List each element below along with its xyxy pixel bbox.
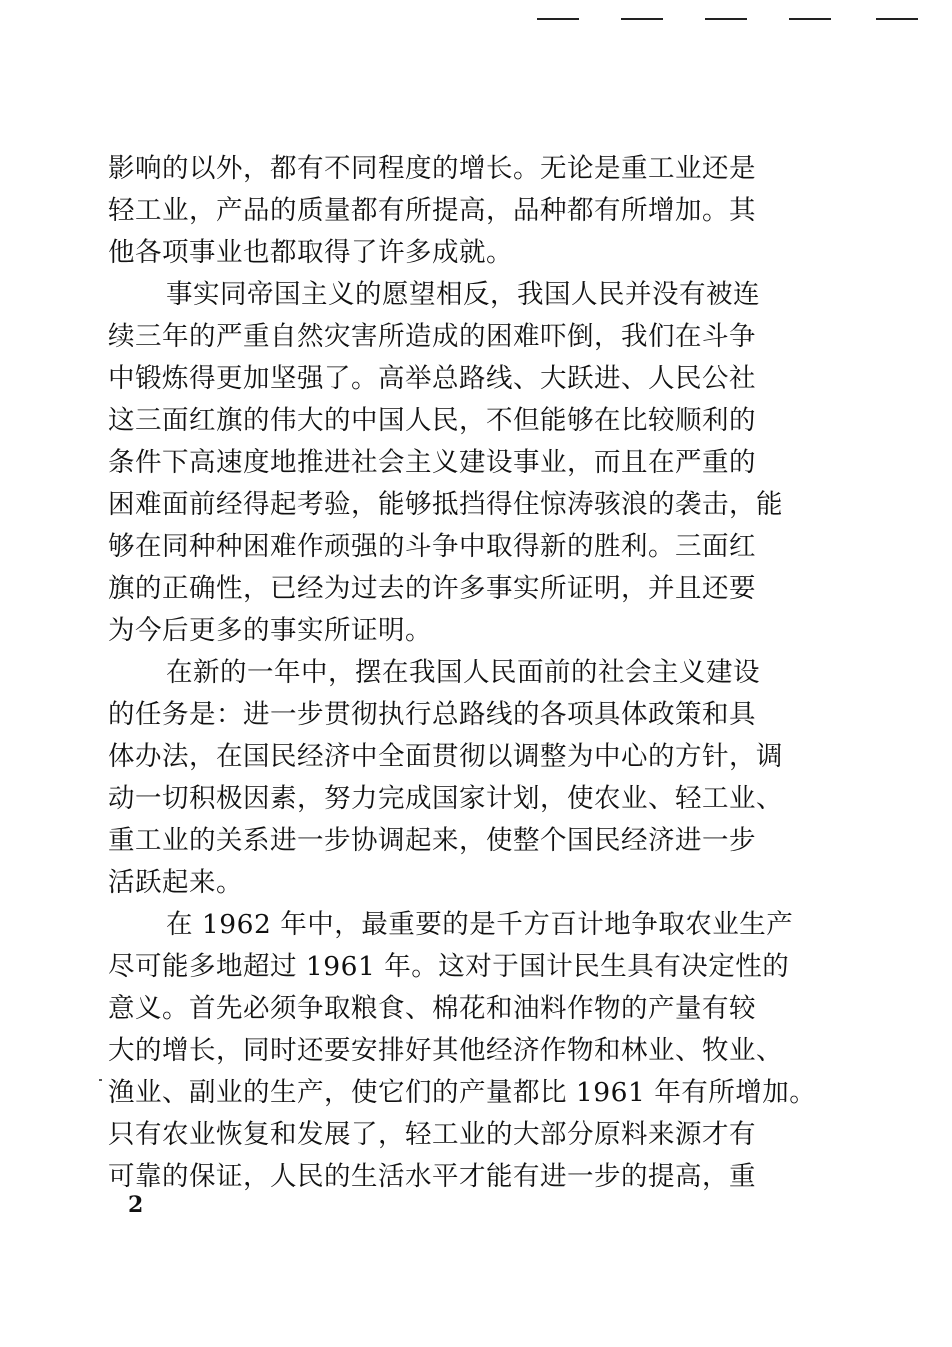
- text-line: 可靠的保证，人民的生活水平才能有进一步的提高，重: [108, 1161, 756, 1192]
- text-line: 够在同种种困难作顽强的斗争中取得新的胜利。三面红: [108, 531, 756, 562]
- scan-speck: [99, 1079, 102, 1081]
- text-line: 渔业、副业的生产，使它们的产量都比 1961 年有所增加。: [108, 1077, 817, 1108]
- header-rule: [537, 18, 579, 20]
- text-line: 大的增长，同时还要安排好其他经济作物和林业、牧业、: [108, 1035, 783, 1066]
- text-line: 重工业的关系进一步协调起来，使整个国民经济进一步: [108, 825, 756, 856]
- text-line: 困难面前经得起考验，能够抵挡得住惊涛骇浪的袭击，能: [108, 489, 783, 520]
- text-line: 这三面红旗的伟大的中国人民，不但能够在比较顺利的: [108, 405, 756, 436]
- header-rule: [705, 18, 747, 20]
- text-line: 只有农业恢复和发展了，轻工业的大部分原料来源才有: [108, 1119, 756, 1150]
- text-line: 影响的以外，都有不同程度的增长。无论是重工业还是: [108, 153, 756, 184]
- text-line: 在 1962 年中，最重要的是千方百计地争取农业生产: [166, 909, 794, 940]
- text-line: 体办法，在国民经济中全面贯彻以调整为中心的方针，调: [108, 741, 783, 772]
- text-line: 事实同帝国主义的愿望相反，我国人民并没有被连: [166, 279, 760, 310]
- text-line: 续三年的严重自然灾害所造成的困难吓倒，我们在斗争: [108, 321, 756, 352]
- header-rule: [876, 18, 918, 20]
- page-number: 2: [128, 1192, 144, 1218]
- text-line: 中锻炼得更加坚强了。高举总路线、大跃进、人民公社: [108, 363, 756, 394]
- text-line: 他各项事业也都取得了许多成就。: [108, 237, 513, 268]
- text-line: 轻工业，产品的质量都有所提高，品种都有所增加。其: [108, 195, 756, 226]
- body-text: [108, 148, 817, 1198]
- text-line: 在新的一年中，摆在我国人民面前的社会主义建设: [166, 657, 760, 688]
- text-line: 的任务是：进一步贯彻执行总路线的各项具体政策和具: [108, 699, 756, 730]
- text-line: 为今后更多的事实所证明。: [108, 615, 432, 646]
- text-line: 尽可能多地超过 1961 年。这对于国计民生具有决定性的: [108, 951, 790, 982]
- header-rule: [789, 18, 831, 20]
- text-line: 活跃起来。: [108, 867, 243, 898]
- text-line: 条件下高速度地推进社会主义建设事业，而且在严重的: [108, 447, 756, 478]
- text-line: 动一切积极因素，努力完成国家计划，使农业、轻工业、: [108, 783, 783, 814]
- text-line: 旗的正确性，已经为过去的许多事实所证明，并且还要: [108, 573, 756, 604]
- header-rule: [621, 18, 663, 20]
- text-line: 意义。首先必须争取粮食、棉花和油料作物的产量有较: [108, 993, 756, 1024]
